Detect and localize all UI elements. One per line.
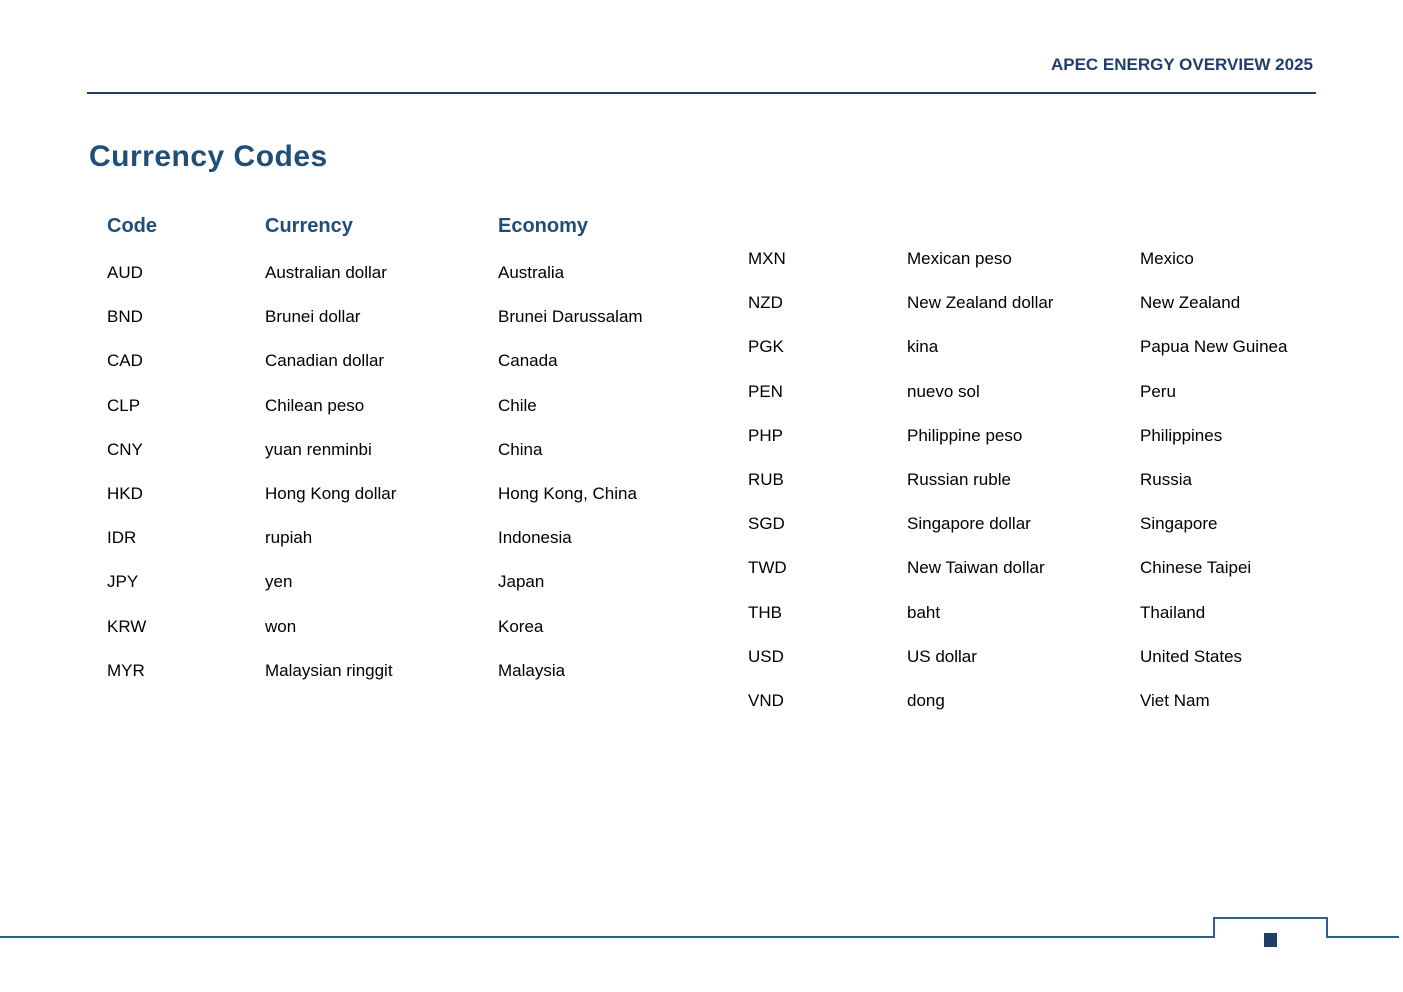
table-cell-currency: Australian dollar — [265, 263, 387, 282]
table-cell-economy: Viet Nam — [1140, 691, 1210, 710]
table-cell-economy: Chinese Taipei — [1140, 558, 1252, 578]
table-cell-economy: New Zealand — [1140, 293, 1241, 313]
table-cell-economy: China — [498, 439, 543, 459]
table-cell-currency: dong — [907, 691, 945, 710]
table-cell-currency: Chilean peso — [265, 395, 365, 415]
table-cell-currency: Russian ruble — [907, 470, 1011, 489]
table-cell-currency: yuan renminbi — [265, 439, 372, 459]
table-cell-currency: Malaysian ringgit — [265, 660, 393, 680]
page-title: Currency Codes — [89, 140, 328, 173]
table-cell-economy: Mexico — [1140, 249, 1194, 268]
table-cell-code: IDR — [107, 528, 137, 548]
table-cell-currency: rupiah — [265, 528, 313, 548]
running-header-title: APEC ENERGY OVERVIEW 2025 — [1050, 55, 1313, 74]
table-cell-code: THB — [748, 602, 782, 622]
table-cell-economy: Peru — [1140, 381, 1176, 401]
table-cell-code: NZD — [748, 293, 783, 313]
table-cell-currency: baht — [907, 602, 941, 622]
page-marker — [1264, 933, 1277, 947]
table-cell-code: CAD — [107, 351, 143, 371]
table-cell-economy: Canada — [498, 351, 558, 371]
table-cell-code: PGK — [748, 337, 784, 357]
table-cell-economy: Australia — [498, 263, 565, 282]
table-cell-currency: yen — [265, 572, 293, 592]
table-cell-economy: Korea — [498, 616, 544, 636]
table-cell-code: BND — [107, 307, 143, 327]
footer-divider-right — [1326, 936, 1399, 938]
table-cell-code: CNY — [107, 439, 143, 459]
table-cell-currency: nuevo sol — [907, 381, 980, 401]
table-cell-economy: Singapore — [1140, 514, 1218, 534]
table-cell-currency: Brunei dollar — [265, 307, 361, 327]
table-cell-currency: Mexican peso — [907, 249, 1012, 268]
footer-divider — [0, 936, 1214, 938]
column-header-currency: Currency — [265, 215, 353, 237]
table-cell-currency: won — [265, 616, 297, 636]
header-divider — [87, 92, 1316, 94]
table-cell-code: SGD — [748, 514, 785, 534]
table-cell-code: AUD — [107, 263, 143, 282]
table-cell-economy: Thailand — [1140, 602, 1206, 622]
table-cell-code: PHP — [748, 425, 783, 445]
table-cell-code: KRW — [107, 616, 147, 636]
table-cell-economy: Indonesia — [498, 528, 572, 548]
table-cell-economy: Brunei Darussalam — [498, 307, 643, 327]
table-cell-economy: Papua New Guinea — [1140, 337, 1288, 357]
table-cell-code: TWD — [748, 558, 787, 578]
table-cell-code: JPY — [107, 572, 139, 592]
column-header-economy: Economy — [498, 215, 589, 237]
column-header-code: Code — [107, 215, 157, 237]
table-cell-economy: Hong Kong, China — [498, 484, 637, 503]
table-cell-currency: Hong Kong dollar — [265, 484, 397, 503]
table-cell-code: MXN — [748, 249, 786, 268]
table-cell-code: CLP — [107, 395, 141, 415]
table-cell-economy: Malaysia — [498, 660, 566, 680]
table-cell-code: PEN — [748, 381, 783, 401]
table-cell-code: MYR — [107, 660, 145, 680]
table-cell-currency: Canadian dollar — [265, 351, 385, 371]
table-cell-currency: Philippine peso — [907, 425, 1023, 445]
table-cell-code: HKD — [107, 484, 143, 503]
table-cell-code: RUB — [748, 470, 784, 489]
table-cell-code: VND — [748, 691, 784, 710]
table-cell-economy: Philippines — [1140, 425, 1223, 445]
table-cell-currency: New Taiwan dollar — [907, 558, 1045, 578]
table-cell-economy: United States — [1140, 646, 1243, 666]
table-cell-economy: Russia — [1140, 470, 1192, 489]
table-cell-economy: Japan — [498, 572, 545, 592]
table-cell-currency: kina — [907, 337, 939, 357]
table-cell-code: USD — [748, 646, 784, 666]
table-cell-currency: Singapore dollar — [907, 514, 1031, 534]
table-cell-economy: Chile — [498, 395, 537, 415]
table-cell-currency: New Zealand dollar — [907, 293, 1054, 313]
table-cell-currency: US dollar — [907, 646, 977, 666]
